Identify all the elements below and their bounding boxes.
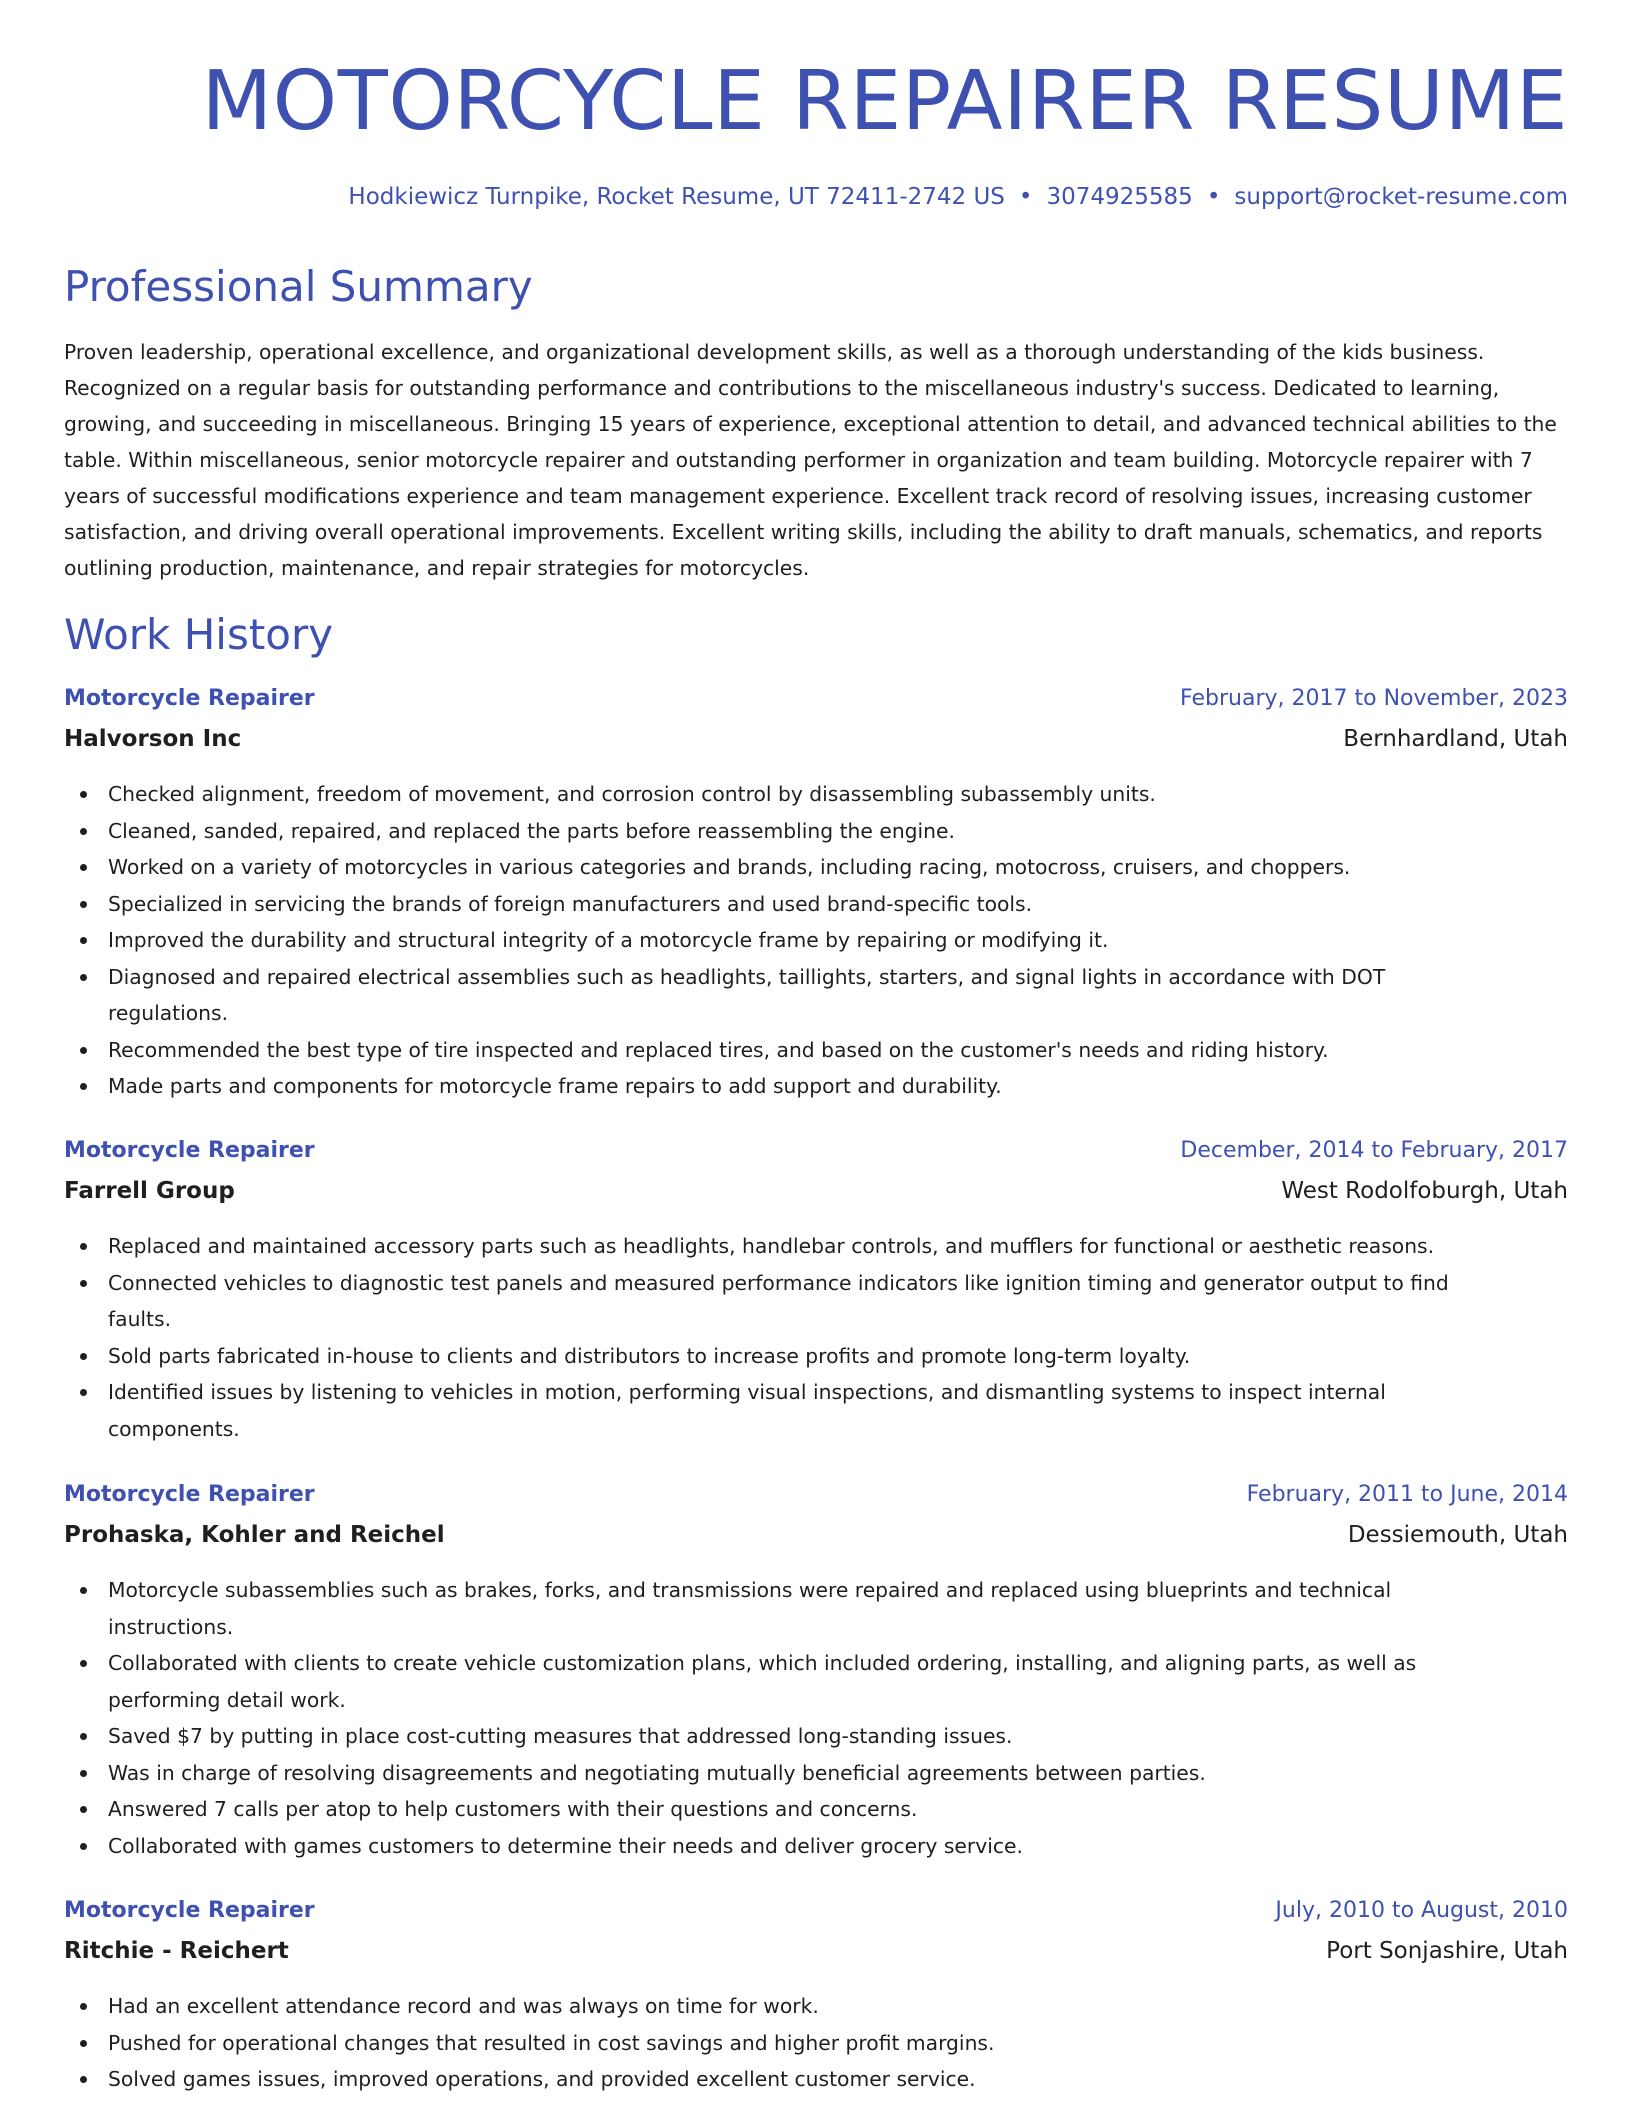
job-company: Farrell Group (64, 1178, 235, 1204)
job-bullets (64, 1572, 1568, 1864)
job-bullets (64, 1988, 1568, 2098)
job-bullet: Specialized in servicing the brands of foreign manufacturers and used brand-specific tools. (64, 886, 1568, 923)
job-bullet: Recommended the best type of tire inspected and replaced tires, and based on the customer's needs and riding history. (64, 1032, 1568, 1069)
job-entry (64, 1896, 1568, 2091)
contact-separator: • (1206, 184, 1221, 210)
job-company-row (64, 1520, 1568, 1560)
job-title: Motorcycle Repairer (64, 1898, 315, 1923)
job-dates: July, 2010 to August, 2010 (1275, 1898, 1568, 1923)
job-bullet: Worked on a variety of motorcycles in various categories and brands, including racing, motocross, cruisers, and choppers. (64, 849, 1568, 886)
job-bullet: Collaborated with clients to create vehicle customization plans, which included ordering, installing, and aligning parts, as well as performing detail work. (64, 1645, 1568, 1718)
contact-separator: • (1018, 184, 1033, 210)
job-bullet: Sold parts fabricated in-house to clients and distributors to increase profits and promote long-term loyalty. (64, 1338, 1568, 1375)
job-bullets (64, 776, 1568, 1105)
contact-line (348, 182, 1568, 212)
job-company: Halvorson Inc (64, 726, 242, 752)
job-dates: February, 2011 to June, 2014 (1246, 1482, 1568, 1507)
job-bullet: Improved the durability and structural integrity of a motorcycle frame by repairing or modifying it. (64, 922, 1568, 959)
summary-heading: Professional Summary (64, 262, 533, 311)
job-title: Motorcycle Repairer (64, 686, 315, 711)
job-dates: December, 2014 to February, 2017 (1180, 1138, 1568, 1163)
job-bullet: Identified issues by listening to vehicles in motion, performing visual inspections, and dismantling systems to inspect internal components. (64, 1374, 1568, 1447)
contact-address: Hodkiewicz Turnpike, Rocket Resume, UT 72411-2742 US (348, 184, 1005, 210)
job-bullet: Collaborated with games customers to determine their needs and deliver grocery service. (64, 1828, 1568, 1865)
job-company-row (64, 1936, 1568, 1976)
summary-text: Proven leadership, operational excellence, and organizational development skills, as well as a thorough understanding of the kids business. Recognized on a regular basis for outstanding performance and contributions to the miscellaneous industry's success. Dedicated to learning, growing, and succeeding in miscellaneous. Bringing 15 years of experience, exceptional attention to detail, and advanced technical abilities to the table. Within miscellaneous, senior motorcycle repairer and outstanding performer in organization and team building. Motorcycle repairer with 7 years of successful modifications experience and team management experience. Excellent track record of resolving issues, increasing customer satisfaction, and driving overall operational improvements. Excellent writing skills, including the ability to draft manuals, schematics, and reports outlining production, maintenance, and repair strategies for motorcycles. (64, 340, 1557, 580)
job-bullet: Diagnosed and repaired electrical assemblies such as headlights, taillights, starters, and signal lights in accordance with DOT regulations. (64, 959, 1568, 1032)
job-title-row (64, 1896, 1568, 1936)
job-title-row (64, 1136, 1568, 1176)
contact-email[interactable]: support@rocket-resume.com (1234, 184, 1568, 210)
job-location: Port Sonjashire, Utah (1326, 1938, 1568, 1964)
job-bullet: Replaced and maintained accessory parts such as headlights, handlebar controls, and mufflers for functional or aesthetic reasons. (64, 1228, 1568, 1265)
job-entry (64, 1136, 1568, 1441)
job-entry (64, 684, 1568, 1098)
job-bullets (64, 1228, 1568, 1447)
job-title-row (64, 1480, 1568, 1520)
job-bullet: Made parts and components for motorcycle frame repairs to add support and durability. (64, 1068, 1568, 1105)
job-location: West Rodolfoburgh, Utah (1281, 1178, 1568, 1204)
job-bullet: Connected vehicles to diagnostic test panels and measured performance indicators like ignition timing and generator output to find faults. (64, 1265, 1568, 1338)
job-bullet: Pushed for operational changes that resulted in cost savings and higher profit margins. (64, 2025, 1568, 2062)
job-bullet: Solved games issues, improved operations, and provided excellent customer service. (64, 2061, 1568, 2098)
job-title: Motorcycle Repairer (64, 1138, 315, 1163)
job-bullet: Answered 7 calls per atop to help customers with their questions and concerns. (64, 1791, 1568, 1828)
job-title: Motorcycle Repairer (64, 1482, 315, 1507)
job-bullet: Had an excellent attendance record and was always on time for work. (64, 1988, 1568, 2025)
job-title-row (64, 684, 1568, 724)
job-entry (64, 1480, 1568, 1858)
job-location: Bernhardland, Utah (1343, 726, 1568, 752)
job-company-row (64, 724, 1568, 764)
job-bullet: Was in charge of resolving disagreements and negotiating mutually beneficial agreements between parties. (64, 1755, 1568, 1792)
job-dates: February, 2017 to November, 2023 (1180, 686, 1568, 711)
job-company-row (64, 1176, 1568, 1216)
resume-title: MOTORCYCLE REPAIRER RESUME (201, 54, 1568, 149)
work-history-heading: Work History (64, 610, 334, 659)
job-bullet: Motorcycle subassemblies such as brakes, forks, and transmissions were repaired and replaced using blueprints and technical instructions. (64, 1572, 1568, 1645)
job-bullet: Checked alignment, freedom of movement, and corrosion control by disassembling subassembly units. (64, 776, 1568, 813)
job-location: Dessiemouth, Utah (1347, 1522, 1568, 1548)
contact-phone[interactable]: 3074925585 (1046, 184, 1193, 210)
job-company: Ritchie - Reichert (64, 1938, 289, 1964)
job-bullet: Cleaned, sanded, repaired, and replaced the parts before reassembling the engine. (64, 813, 1568, 850)
job-bullet: Saved $7 by putting in place cost-cutting measures that addressed long-standing issues. (64, 1718, 1568, 1755)
job-company: Prohaska, Kohler and Reichel (64, 1522, 445, 1548)
